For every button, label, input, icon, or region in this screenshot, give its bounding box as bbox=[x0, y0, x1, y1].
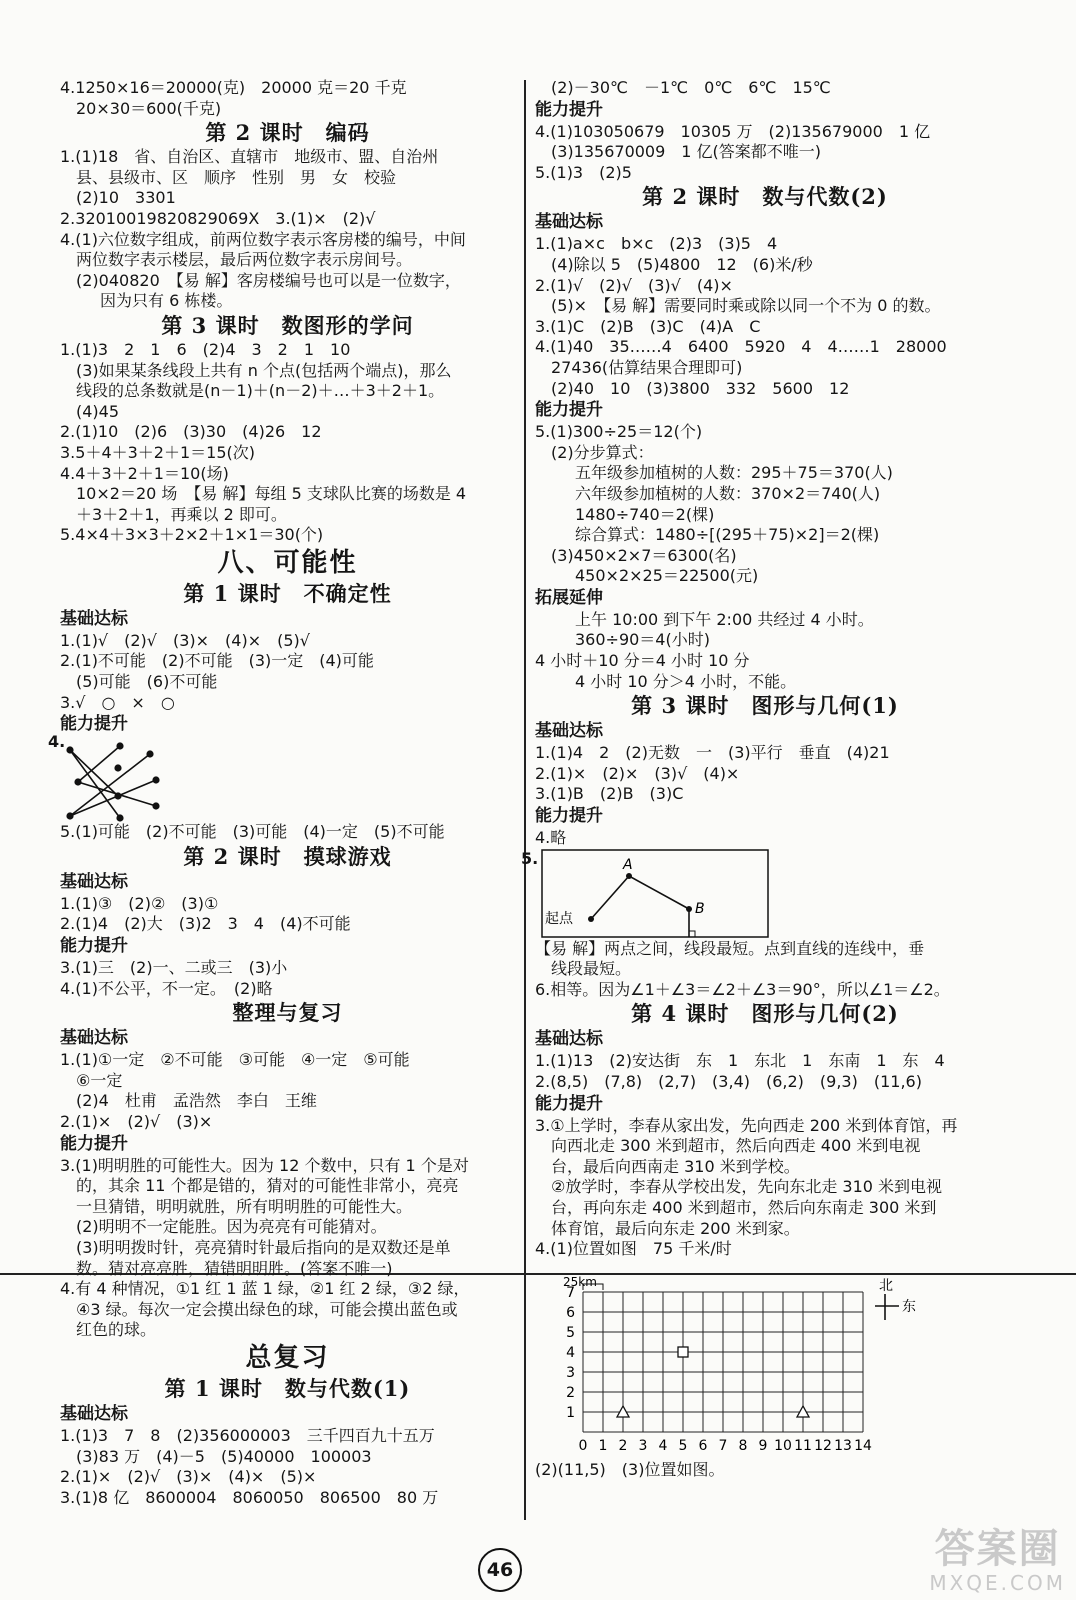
answer-line: (2)40 10 (3)3800 332 5600 12 bbox=[551, 378, 850, 398]
answer-line: 1.(1)a×c b×c (2)3 (3)5 4 bbox=[535, 234, 778, 254]
answer-line: (5)× 【易 解】需要同时乘或除以同一个不为 0 的数。 bbox=[551, 296, 941, 316]
answer-line: 数。猜对亮亮胜，猜错明明胜。(答案不唯一) bbox=[76, 1258, 393, 1278]
match-dot bbox=[114, 765, 121, 772]
column-divider bbox=[524, 80, 526, 1520]
answer-line: 4.有 4 种情况，①1 红 1 蓝 1 绿，②1 红 2 绿，③2 绿， bbox=[60, 1279, 470, 1299]
section-heading: 基础达标 bbox=[60, 1028, 128, 1049]
lesson-title: 第 2 课时 摸球游戏 bbox=[183, 843, 392, 869]
answer-line: 向西北走 300 米到超市，然后向西走 400 米到电视 bbox=[551, 1136, 921, 1156]
answer-line: 360÷90＝4(小时) bbox=[575, 630, 710, 650]
x-tick-label: 0 bbox=[578, 1437, 588, 1454]
answer-line: 线段的总条数就是(n－1)＋(n－2)＋…＋3＋2＋1。 bbox=[76, 381, 445, 401]
answer-line: 3.(1)C (2)B (3)C (4)A C bbox=[535, 316, 761, 336]
route-line bbox=[591, 876, 689, 919]
section-heading: 能力提升 bbox=[535, 1093, 603, 1114]
x-tick-label: 2 bbox=[618, 1437, 628, 1454]
answer-line: 一旦猜错，明明就胜，所有明明胜的可能性大。 bbox=[76, 1196, 413, 1216]
match-dot bbox=[152, 777, 159, 784]
match-dot bbox=[116, 815, 123, 822]
answer-line: (2)－30℃ －1℃ 0℃ 6℃ 15℃ bbox=[551, 78, 831, 97]
answer-line: 3.(1)三 (2)一、二或三 (3)小 bbox=[60, 958, 288, 978]
answer-line: (2)(11,5) (3)位置如图。 bbox=[535, 1459, 725, 1479]
answer-line: (2)明明不一定能胜。因为亮亮有可能猜对。 bbox=[76, 1217, 387, 1237]
match-dot bbox=[116, 743, 123, 750]
section-heading: 能力提升 bbox=[535, 400, 603, 421]
match-dot bbox=[152, 803, 159, 810]
x-tick-label: 6 bbox=[698, 1437, 708, 1454]
answer-line: (3)135670009 1 亿(答案都不唯一) bbox=[551, 142, 822, 162]
answer-line: 体育馆，最后向东走 200 米到家。 bbox=[551, 1218, 800, 1238]
y-tick-label: 6 bbox=[566, 1304, 575, 1321]
section-heading: 能力提升 bbox=[535, 806, 603, 827]
x-tick-label: 3 bbox=[638, 1437, 648, 1454]
x-tick-label: 11 bbox=[794, 1437, 812, 1454]
answer-line: (2)分步算式： bbox=[551, 442, 654, 462]
unit-title: 总复习 bbox=[245, 1342, 330, 1373]
answer-line: (5)可能 (6)不可能 bbox=[76, 672, 218, 692]
answer-line: 【易 解】两点之间，线段最短。点到直线的连线中，垂 bbox=[535, 938, 925, 958]
match-line bbox=[70, 754, 150, 816]
answer-line: 1.(1)3 7 8 (2)356000003 三千四百九十五万 bbox=[60, 1425, 435, 1445]
answer-line: 县、县级市、区 顺序 性别 男 女 校验 bbox=[76, 167, 397, 187]
answer-line: 4 小时 10 分＞4 小时，不能。 bbox=[575, 671, 797, 691]
answer-line: 4 小时＋10 分＝4 小时 10 分 bbox=[535, 651, 750, 671]
east-label: 东 bbox=[902, 1298, 916, 1315]
section-heading: 基础达标 bbox=[535, 721, 603, 742]
answer-line: 4.略 bbox=[535, 828, 567, 848]
route-point bbox=[626, 873, 632, 879]
lesson-title: 第 1 课时 数与代数(1) bbox=[164, 1375, 411, 1401]
x-tick-label: 9 bbox=[758, 1437, 768, 1454]
x-tick-label: 5 bbox=[678, 1437, 688, 1454]
x-tick-label: 14 bbox=[854, 1437, 872, 1454]
answer-line: 4.(1)位置如图 75 千米/时 bbox=[535, 1239, 732, 1259]
answer-line: 六年级参加植树的人数：370×2＝740(人) bbox=[575, 483, 881, 503]
answer-line: (2)10 3301 bbox=[76, 188, 176, 208]
match-dot bbox=[66, 747, 73, 754]
section-heading: 基础达标 bbox=[535, 1029, 603, 1050]
answer-line: 台，最后向西南走 310 米到学校。 bbox=[551, 1156, 800, 1176]
answer-line: 红色的球。 bbox=[76, 1320, 157, 1340]
answer-line: 的，其余 11 个都是错的，猜对的可能性非常小，亮亮 bbox=[76, 1176, 459, 1196]
y-tick-label: 1 bbox=[566, 1404, 575, 1421]
square-marker bbox=[678, 1347, 688, 1357]
y-tick-label: 3 bbox=[566, 1364, 575, 1381]
route-figure bbox=[521, 848, 995, 939]
lesson-title: 第 3 课时 图形与几何(1) bbox=[631, 693, 899, 719]
answer-line: 5.(1)可能 (2)不可能 (3)可能 (4)一定 (5)不可能 bbox=[60, 822, 445, 842]
answer-line: 1.(1)3 2 1 6 (2)4 3 2 1 10 bbox=[60, 339, 351, 359]
lesson-title: 第 1 课时 不确定性 bbox=[183, 580, 392, 606]
scale-label: 25km bbox=[563, 1274, 597, 1289]
answer-line: 20×30＝600(千克) bbox=[76, 98, 222, 118]
watermark-logo-text: 答案圈 bbox=[934, 1526, 1061, 1572]
matching-lines-diagram bbox=[60, 736, 230, 822]
answer-line: ④3 绿。每次一定会摸出绿色的球，可能会摸出蓝色或 bbox=[76, 1299, 458, 1319]
y-tick-label: 7 bbox=[566, 1284, 575, 1301]
map-border bbox=[542, 850, 768, 937]
answer-line: (2)040820 【易 解】客房楼编号也可以是一位数字， bbox=[76, 270, 461, 290]
answer-line: 4.(1)103050679 10305 万 (2)135679000 1 亿 bbox=[535, 121, 931, 141]
answer-line: (3)83 万 (4)－5 (5)40000 100003 bbox=[76, 1446, 372, 1466]
section-heading: 拓展延伸 bbox=[535, 587, 603, 608]
watermark bbox=[929, 1527, 1066, 1595]
section-heading: 基础达标 bbox=[60, 871, 128, 892]
answer-line: (3)明明拨时针，亮亮猜时针最后指向的是双数还是单 bbox=[76, 1237, 451, 1257]
answer-line: 因为只有 6 栋楼。 bbox=[100, 291, 233, 311]
coordinate-grid-figure bbox=[535, 1260, 995, 1460]
section-heading: 能力提升 bbox=[535, 99, 603, 120]
lesson-title: 第 2 课时 编码 bbox=[205, 120, 370, 146]
answer-line: 450×2×25＝22500(元) bbox=[575, 566, 759, 586]
answer-line: 线段最短。 bbox=[551, 959, 632, 979]
x-tick-label: 7 bbox=[718, 1437, 728, 1454]
answer-line: 10×2＝20 场 【易 解】每组 5 支球队比赛的场数是 4 bbox=[76, 484, 467, 504]
section-heading: 基础达标 bbox=[535, 212, 603, 233]
answer-line: 3.(1)明明胜的可能性大。因为 12 个数中，只有 1 个是对 bbox=[60, 1155, 469, 1175]
section-heading: 基础达标 bbox=[60, 1403, 128, 1424]
answer-line: 2.(1)不可能 (2)不可能 (3)一定 (4)可能 bbox=[60, 651, 374, 671]
answer-line: 2.(1)× (2)√ (3)× (4)× (5)× bbox=[60, 1467, 317, 1487]
left-column bbox=[48, 78, 515, 1508]
answer-line: 2.(1)× (2)√ (3)× bbox=[60, 1112, 213, 1131]
y-tick-label: 2 bbox=[566, 1384, 575, 1401]
answer-line: 1.(1)√ (2)√ (3)× (4)× (5)√ bbox=[60, 630, 310, 650]
answer-line: 两位数字表示楼层，最后两位数字表示房间号。 bbox=[76, 250, 413, 270]
point-a-label: A bbox=[623, 856, 633, 873]
answer-line: 6.相等。因为∠1＋∠3＝∠2＋∠3＝90°，所以∠1＝∠2。 bbox=[535, 979, 950, 999]
section-heading: 能力提升 bbox=[60, 1133, 128, 1154]
lesson-title: 第 2 课时 数与代数(2) bbox=[642, 184, 888, 210]
answer-line: (3)如果某条线段上共有 n 个点(包括两个端点)，那么 bbox=[76, 360, 452, 380]
matching-figure bbox=[48, 732, 515, 822]
x-tick-label: 10 bbox=[774, 1437, 792, 1454]
answer-line: 3.①上学时，李春从家出发，先向西走 200 米到体育馆，再 bbox=[535, 1115, 958, 1135]
x-tick-label: 13 bbox=[834, 1437, 852, 1454]
match-dot bbox=[114, 793, 121, 800]
answer-line: 4.4＋3＋2＋1＝10(场) bbox=[60, 463, 229, 483]
start-point-label: 起点 bbox=[545, 910, 573, 927]
question-number: 4. bbox=[48, 732, 66, 752]
match-line bbox=[70, 780, 156, 816]
section-heading: 能力提升 bbox=[60, 936, 128, 957]
match-line bbox=[70, 750, 118, 796]
answer-line: 5.(1)3 (2)5 bbox=[535, 162, 632, 182]
route-diagram bbox=[541, 849, 771, 939]
answer-line: 1.(1)③ (2)② (3)① bbox=[60, 893, 219, 913]
answer-line: 1.(1)4 2 (2)无数 一 (3)平行 垂直 (4)21 bbox=[535, 743, 890, 763]
answer-line: 4.(1)不公平，不一定。 (2)略 bbox=[60, 978, 273, 998]
answer-line: 2.(1)4 (2)大 (3)2 3 4 (4)不可能 bbox=[60, 914, 351, 934]
answer-line: ＋3＋2＋1，再乘以 2 即可。 bbox=[76, 504, 287, 524]
y-tick-label: 4 bbox=[566, 1344, 575, 1361]
answer-line: 1480÷740＝2(棵) bbox=[575, 504, 715, 524]
answer-line: 5.(1)300÷25＝12(个) bbox=[535, 422, 703, 442]
question-number: 5. bbox=[521, 848, 539, 868]
route-point bbox=[686, 906, 692, 912]
match-dot bbox=[146, 751, 153, 758]
lesson-title: 第 4 课时 图形与几何(2) bbox=[631, 1001, 899, 1027]
x-tick-label: 4 bbox=[658, 1437, 668, 1454]
answer-line: 上午 10:00 到下午 2:00 共经过 4 小时。 bbox=[575, 609, 874, 629]
y-tick-label: 5 bbox=[566, 1324, 575, 1341]
route-point bbox=[588, 916, 594, 922]
answer-line: 4.(1)40 35……4 6400 5920 4 4……1 28000 bbox=[535, 337, 947, 357]
answer-line: 27436(估算结果合理即可) bbox=[551, 357, 743, 377]
answer-line: ②放学时，李春从学校出发，先向东北走 310 米到电视 bbox=[551, 1177, 943, 1197]
answer-line: 1.(1)13 (2)安达街 东 1 东北 1 东南 1 东 4 bbox=[535, 1051, 945, 1071]
answer-line: 2.32010019820829069X 3.(1)× (2)√ bbox=[60, 208, 376, 228]
section-heading: 能力提升 bbox=[60, 714, 128, 735]
answer-line: 2.(1)√ (2)√ (3)√ (4)× bbox=[535, 275, 733, 295]
answer-line: 2.(8,5) (7,8) (2,7) (3,4) (6,2) (9,3) (11,6) bbox=[535, 1072, 922, 1091]
answer-line: 4.1250×16＝20000(克) 20000 克＝20 千克 bbox=[60, 78, 407, 97]
answer-line: ⑥一定 bbox=[76, 1070, 123, 1090]
answer-line: 3.5＋4＋3＋2＋1＝15(次) bbox=[60, 442, 256, 462]
answer-line: (2)4 杜甫 孟浩然 李白 王维 bbox=[76, 1091, 317, 1111]
right-column bbox=[521, 78, 995, 1480]
answer-line: 1.(1)18 省、自治区、直辖市 地级市、盟、自治州 bbox=[60, 147, 439, 167]
unit-title: 八、可能性 bbox=[217, 547, 358, 578]
answer-line: 五年级参加植树的人数：295＋75＝370(人) bbox=[575, 463, 893, 483]
section-heading: 基础达标 bbox=[60, 608, 128, 629]
answer-line: 3.(1)B (2)B (3)C bbox=[535, 784, 684, 804]
answer-line: 2.(1)× (2)× (3)√ (4)× bbox=[535, 763, 740, 783]
lesson-title: 第 3 课时 数图形的学问 bbox=[161, 312, 414, 338]
answer-line: (4)45 bbox=[76, 401, 120, 421]
answer-line: (4)除以 5 (5)4800 12 (6)米/秒 bbox=[551, 254, 813, 274]
coordinate-grid bbox=[535, 1260, 935, 1460]
answer-line: 2.(1)10 (2)6 (3)30 (4)26 12 bbox=[60, 422, 322, 442]
answer-line: 综合算式：1480÷[(295＋75)×2]＝2(棵) bbox=[575, 525, 880, 545]
x-tick-label: 1 bbox=[598, 1437, 608, 1454]
answer-line: 4.(1)六位数字组成，前两位数字表示客房楼的编号，中间 bbox=[60, 229, 466, 249]
answer-line: 3.√ ○ × ○ bbox=[60, 692, 175, 712]
answer-line: 1.(1)①一定 ②不可能 ③可能 ④一定 ⑤可能 bbox=[60, 1050, 410, 1070]
answer-line: 5.4×4＋3×3＋2×2＋1×1＝30(个) bbox=[60, 525, 324, 545]
answer-line: 3.(1)8 亿 8600004 8060050 806500 80 万 bbox=[60, 1487, 439, 1507]
point-b-label: B bbox=[695, 900, 705, 917]
north-label: 北 bbox=[879, 1277, 893, 1294]
right-angle-mark bbox=[689, 931, 695, 937]
match-dot bbox=[74, 779, 81, 786]
watermark-url: MXQE.COM bbox=[929, 1571, 1066, 1595]
x-tick-label: 8 bbox=[738, 1437, 748, 1454]
answer-line: (3)450×2×7＝6300(名) bbox=[551, 545, 737, 565]
lesson-title: 整理与复习 bbox=[232, 1000, 343, 1026]
page-number: 46 bbox=[478, 1548, 522, 1592]
x-tick-label: 12 bbox=[814, 1437, 832, 1454]
match-dot bbox=[66, 813, 73, 820]
answer-line: 台，再向东走 400 米到超市，然后向东南走 300 米到 bbox=[551, 1197, 937, 1217]
